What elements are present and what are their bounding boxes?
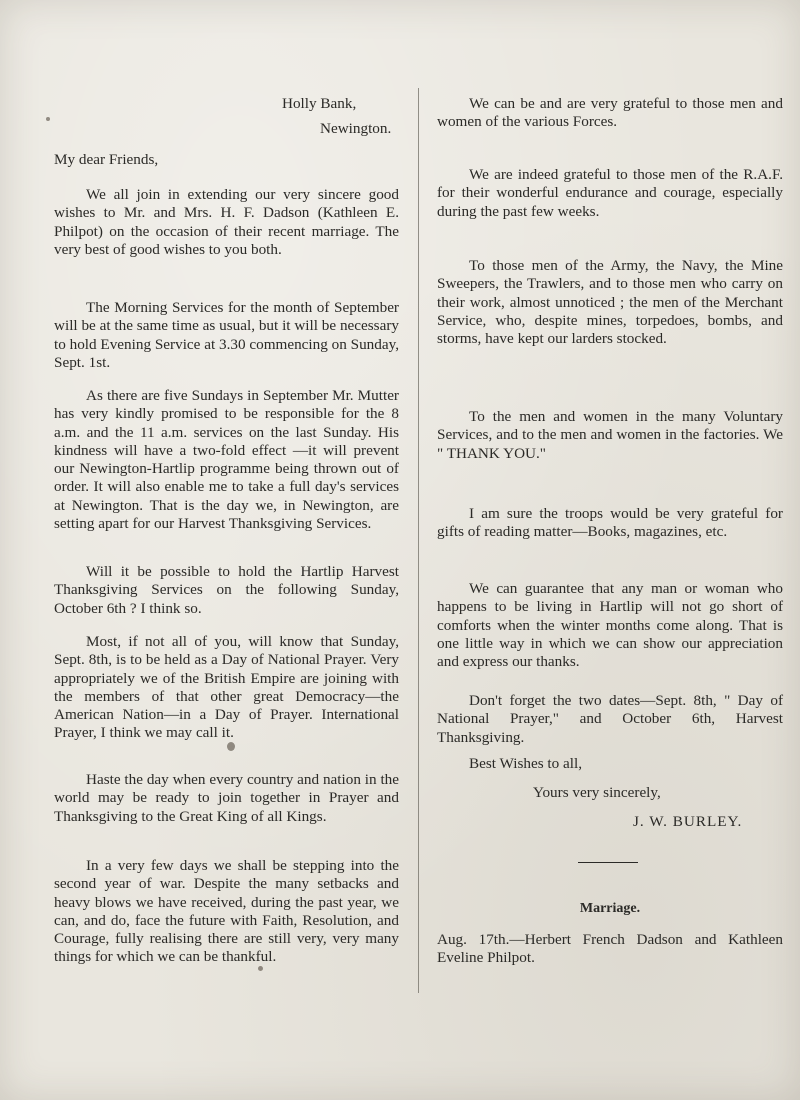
paragraph-voluntary-services: To the men and women in the many Voluntary Services, and to the men and women in the factories. We " THANK YOU." bbox=[437, 408, 783, 462]
paragraph-haste-the-day: Haste the day when every country and nation in the world may be ready to join together in Prayer and Thanksgiving to the Great King of all Kings. bbox=[54, 771, 399, 825]
signature: J. W. BURLEY. bbox=[633, 813, 743, 830]
paragraph-troops-reading: I am sure the troops would be very grateful for gifts of reading matter—Books, magazines, etc. bbox=[437, 505, 783, 541]
paragraph-comforts: We can guarantee that any man or woman who happens to be living in Hartlip will not go short of comforts when the winter months come along. That is one little way in which we can show our appreciation and express our thanks. bbox=[437, 580, 783, 671]
address-line-2: Newington. bbox=[320, 120, 392, 137]
paragraph-five-sundays: As there are five Sundays in September Mr. Mutter has very kindly promised to be responsible for the 8 a.m. and the 11 a.m. services on the last Sunday. His kindness will have a two-fold effect —it will prevent our Newington-Hartlip programme being thrown out of order. It will also enable me to take a full day's services at Newington. That is the day we, in Newington, are setting apart for our Harvest Thanksgiving Services. bbox=[54, 387, 399, 533]
paragraph-forces: We can be and are very grateful to those men and women of the various Forces. bbox=[437, 95, 783, 131]
marriage-entry: Aug. 17th.—Herbert French Dadson and Kathleen Eveline Philpot. bbox=[437, 931, 783, 967]
column-divider bbox=[418, 88, 419, 993]
paragraph-army-navy: To those men of the Army, the Navy, the Mine Sweepers, the Trawlers, and to those men who carry on their work, almost unnoticed ; the men of the Merchant Service, who, despite mines, torpedoes, bombs, and storms, have kept our larders stocked. bbox=[437, 257, 783, 348]
paragraph-national-prayer: Most, if not all of you, will know that Sunday, Sept. 8th, is to be held as a Day of National Prayer. Very appropriately we of the British Empire are joining with the members of that other great Democracy—the American Nation—in a Day of Prayer. International Prayer, I think we may call it. bbox=[54, 633, 399, 742]
ink-spot bbox=[258, 966, 263, 971]
closing-yours-sincerely: Yours very sincerely, bbox=[533, 784, 661, 801]
paragraph-good-wishes: We all join in extending our very sincere good wishes to Mr. and Mrs. H. F. Dadson (Kathleen E. Philpot) on the occasion of their recent marriage. The very best of good wishes to you both. bbox=[54, 186, 399, 258]
paragraph-hartlip-harvest: Will it be possible to hold the Hartlip Harvest Thanksgiving Services on the following Sunday, October 6th ? I think so. bbox=[54, 563, 399, 617]
marriages-heading: Marriage. bbox=[579, 901, 641, 916]
paragraph-raf: We are indeed grateful to those men of the R.A.F. for their wonderful endurance and courage, especially during the past few weeks. bbox=[437, 166, 783, 220]
section-rule bbox=[578, 862, 638, 863]
ink-spot bbox=[227, 742, 235, 751]
paragraph-second-year-of-war: In a very few days we shall be stepping into the second year of war. Despite the many setbacks and heavy blows we have received, during the past year, we can, and do, face the future with Faith, Resolution, and Courage, fully realising there are still very, very many things for which we can be thankful. bbox=[54, 857, 399, 966]
address-line-1: Holly Bank, bbox=[282, 95, 357, 112]
paragraph-morning-services: The Morning Services for the month of September will be at the same time as usual, but it will be necessary to hold Evening Service at 3.30 commencing on Sunday, Sept. 1st. bbox=[54, 299, 399, 371]
closing-best-wishes: Best Wishes to all, bbox=[469, 755, 583, 772]
paragraph-two-dates: Don't forget the two dates—Sept. 8th, " Day of National Prayer," and October 6th, Harvest Thanksgiving. bbox=[437, 692, 783, 746]
salutation: My dear Friends, bbox=[54, 151, 159, 168]
ink-spot bbox=[46, 117, 50, 121]
